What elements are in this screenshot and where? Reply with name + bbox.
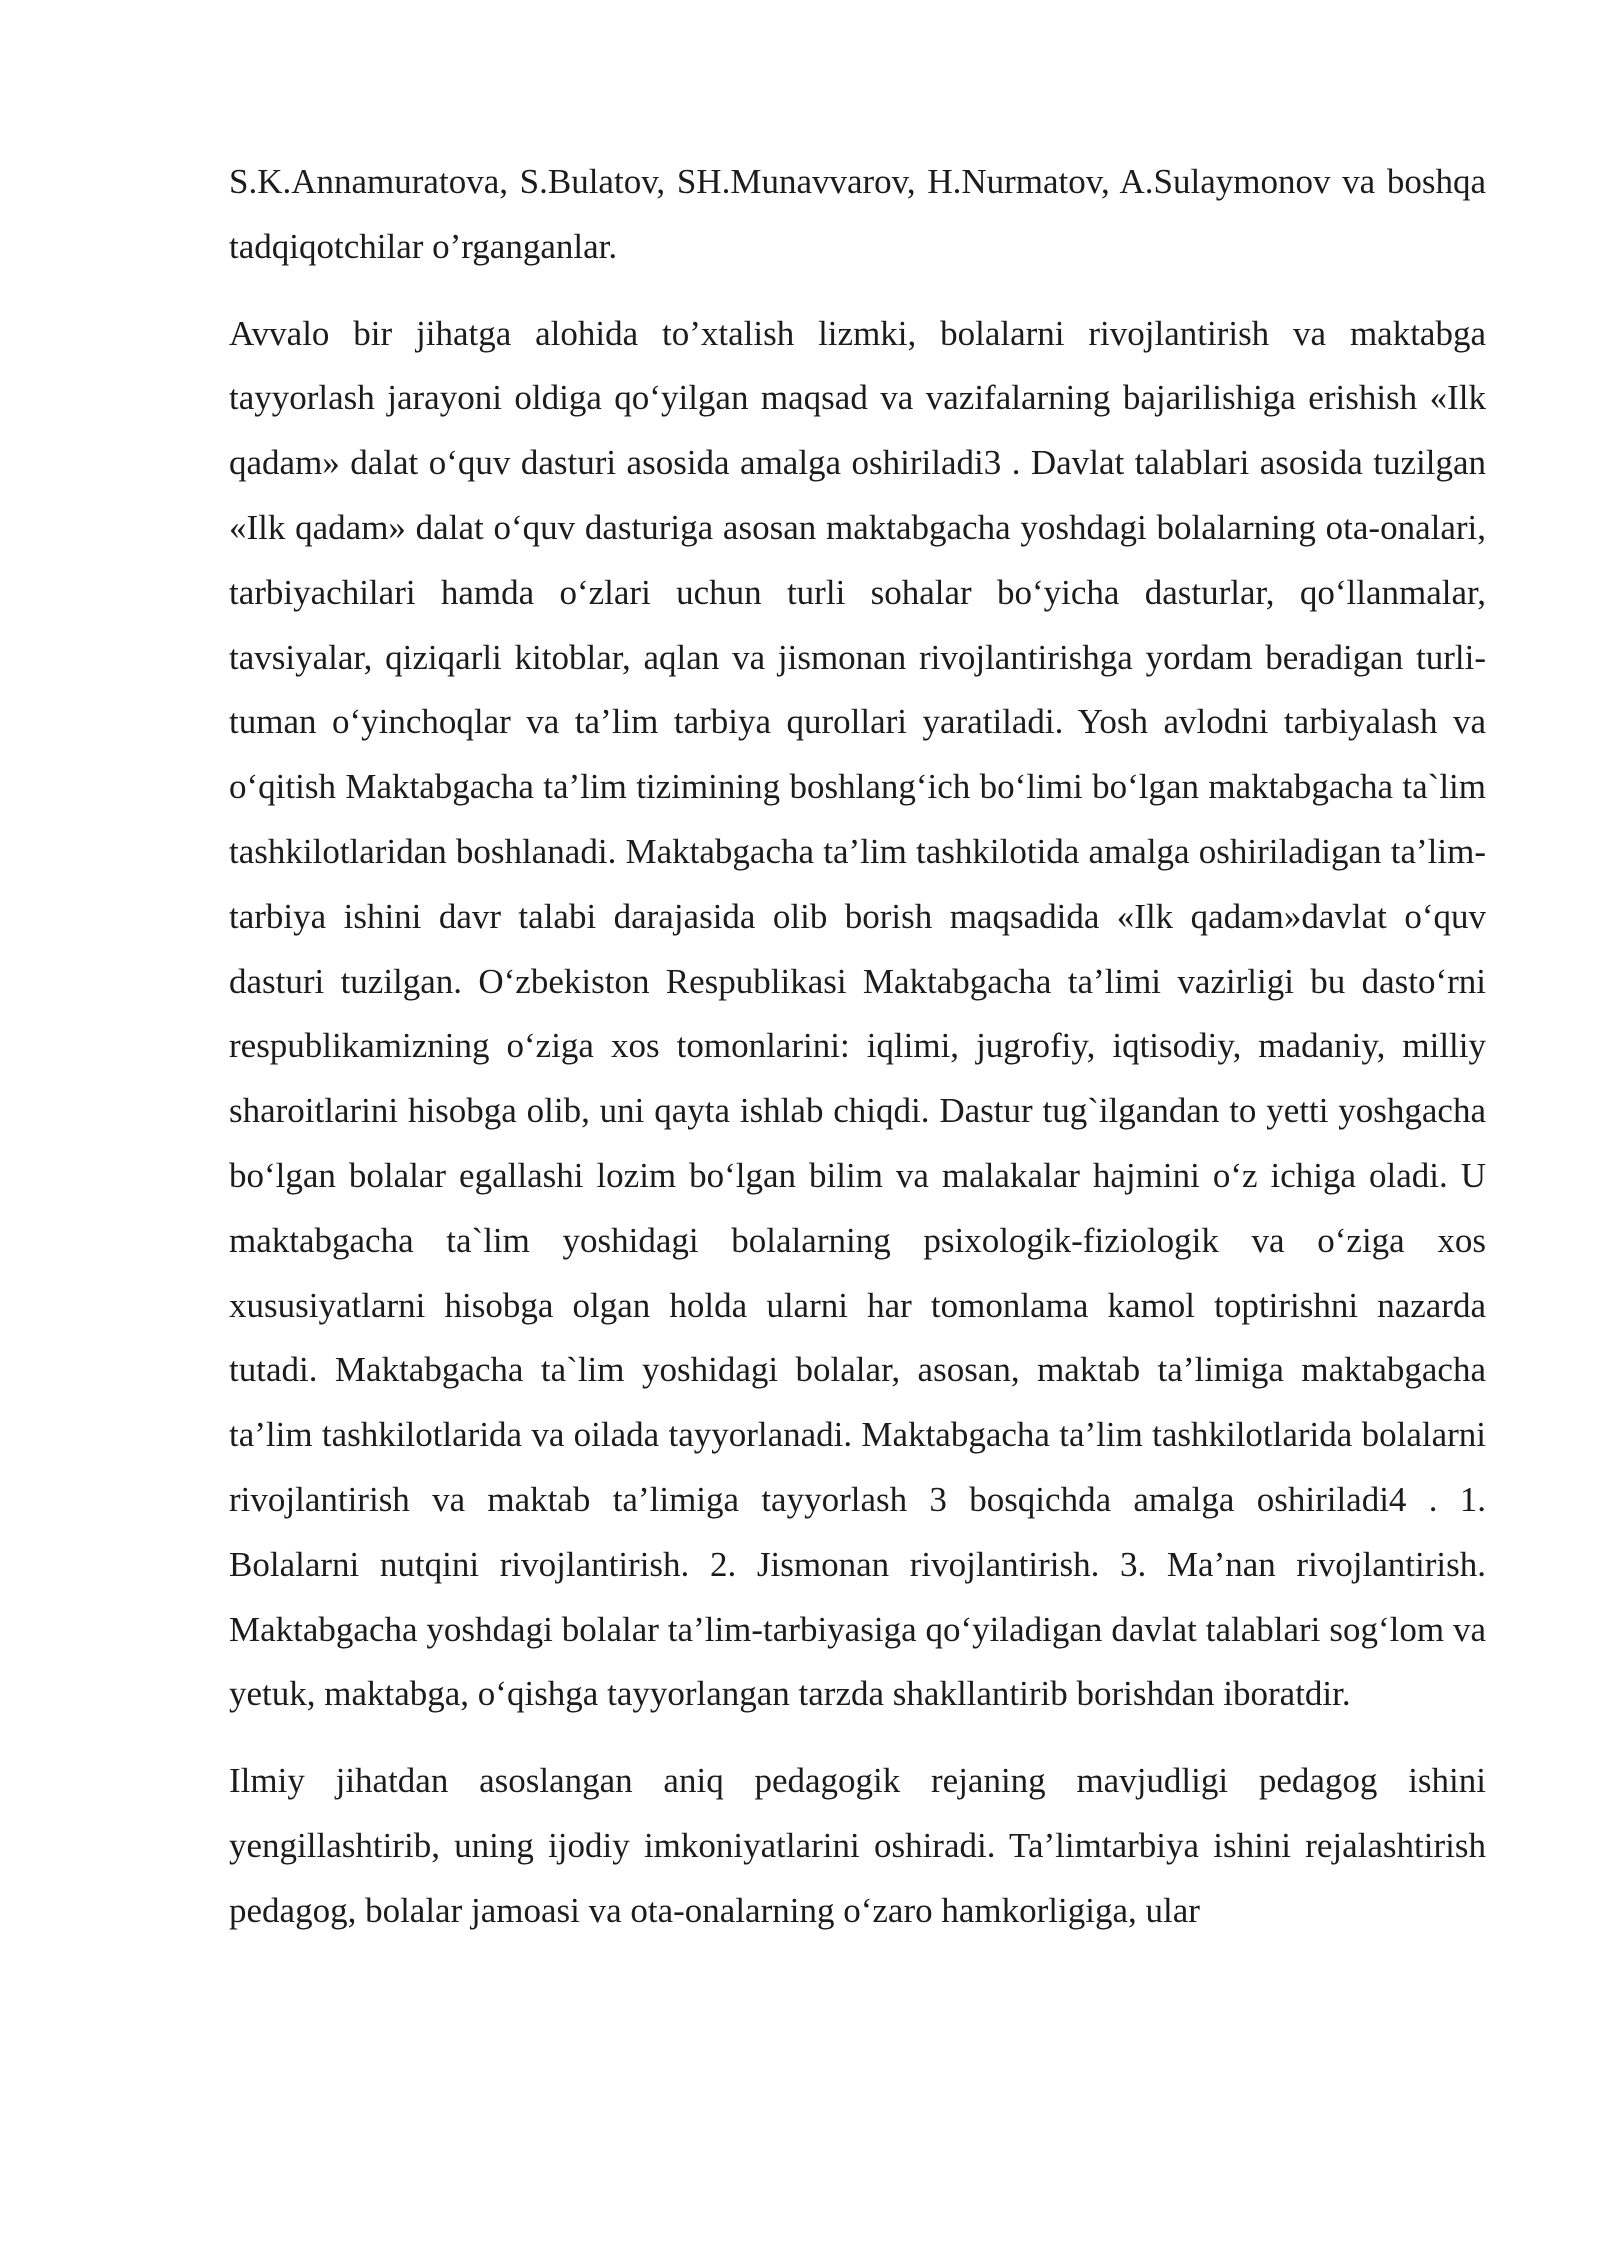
paragraph-pedagogical-plan: Ilmiy jihatdan asoslangan aniq pedagogik rejaning mavjudligi pedagog ishini yengillashtirib, uning ijodiy imkoniyatlarini oshiradi. Ta’limtarbiya ishini rejalashtirish pedagog, bolalar jamoasi va ota-onalarning oʻzaro hamkorligiga, ular [229, 1761, 1486, 1930]
paragraph-researchers: S.K.Annamuratova, S.Bulatov, SH.Munavvarov, H.Nurmatov, A.Sulaymonov va boshqa tadqiqotchilar o’rganganlar. [229, 162, 1486, 266]
paragraph-ilk-qadam-program: Avvalo bir jihatga alohida to’xtalish lizmki, bolalarni rivojlantirish va maktabga tayyorlash jarayoni oldiga qoʻyilgan maqsad va vazifalarning bajarilishiga erishish «Ilk qadam» dalat oʻquv dasturi asosida amalga oshiriladi3 . Davlat talablari asosida tuzilgan «Ilk qadam» dalat oʻquv dasturiga asosan maktabgacha yoshdagi bolalarning ota-onalari, tarbiyachilari hamda oʻzlari uchun turli sohalar boʻyicha dasturlar, qoʻllanmalar, tavsiyalar, qiziqarli kitoblar, aqlan va jismonan rivojlantirishga yordam beradigan turli-tuman oʻyinchoqlar va ta’lim tarbiya qurollari yaratiladi. Yosh avlodni tarbiyalash va oʻqitish Maktabgacha ta’lim tizimining boshlangʻich boʻlimi boʻlgan maktabgacha ta`lim tashkilotlaridan boshlanadi. Maktabgacha ta’lim tashkilotida amalga oshiriladigan ta’lim-tarbiya ishini davr talabi darajasida olib borish maqsadida «Ilk qadam»davlat oʻquv dasturi tuzilgan. Oʻzbekiston Respublikasi Maktabgacha ta’limi vazirligi bu dastoʻrni respublikamizning oʻziga xos tomonlarini: iqlimi, jugrofiy, iqtisodiy, madaniy, milliy sharoitlarini hisobga olib, uni qayta ishlab chiqdi. Dastur tug`ilgandan to yetti yoshgacha boʻlgan bolalar egallashi lozim boʻlgan bilim va malakalar hajmini oʻz ichiga oladi. U maktabgacha ta`lim yoshidagi bolalarning psixologik-fiziologik va oʻziga xos xususiyatlarni hisobga olgan holda ularni har tomonlama kamol toptirishni nazarda tutadi. Maktabgacha ta`lim yoshidagi bolalar, asosan, maktab ta’limiga maktabgacha ta’lim tashkilotlarida va oilada tayyorlanadi. Maktabgacha ta’lim tashkilotlarida bolalarni rivojlantirish va maktab ta’limiga tayyorlash 3 bosqichda amalga oshiriladi4 . 1. Bolalarni nutqini rivojlantirish. 2. Jismonan rivojlantirish. 3. Ma’nan rivojlantirish. Maktabgacha yoshdagi bolalar ta’lim-tarbiyasiga qoʻyiladigan davlat talablari sogʻlom va yetuk, maktabga, oʻqishga tayyorlangan tarzda shakllantirib borishdan iboratdir. [229, 313, 1486, 1714]
document-body [229, 150, 1486, 1944]
